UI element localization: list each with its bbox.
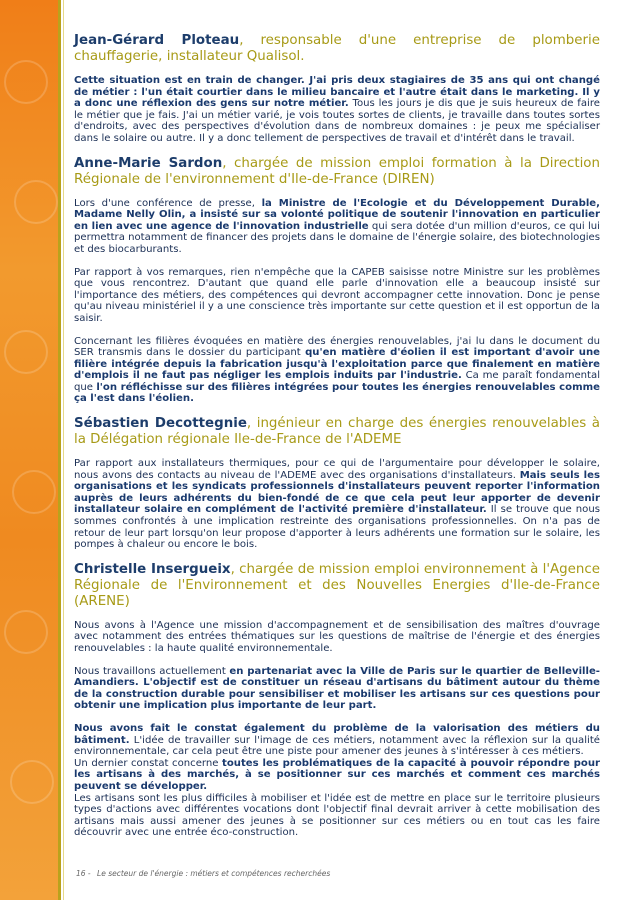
body-paragraph bbox=[74, 758, 600, 793]
page-footer bbox=[76, 869, 330, 878]
body-paragraph bbox=[74, 336, 600, 406]
speaker-entry bbox=[74, 33, 600, 145]
sidebar-motif bbox=[4, 60, 48, 104]
paragraph-text: Par rapport aux installateurs thermiques, pour ce qui de l'argumentaire pour développer le solaire, nous avons des contacts au niveau de l'ADEME avec des organisations d'installateurs. bbox=[74, 458, 600, 481]
paragraph-text: Les artisans sont les plus difficiles à mobiliser et l'idée est de mettre en place sur le territoire plusieurs types d'actions avec différentes vocations dont l'objectif final devrait arriver à cette mobilisation des artisans mais aussi amener des jeunes à se positionner sur ces métiers ou en tout cas les faire découvrir avec une entrée éco-construction. bbox=[74, 792, 600, 839]
speaker-role: , ingénieur en charge des énergies renouvelables à la Délégation régionale Ile-de-France de l'ADEME bbox=[74, 416, 601, 448]
speaker-role: , chargée de mission emploi formation à la Direction Régionale de l'environnement d'Ile-de-France (DIREN) bbox=[74, 155, 600, 187]
emphasis-text: en partenariat avec la Ville de Paris sur le quartier de Belleville-Amandiers. L'objectif est de constituer un réseau d'artisans du bâtiment autour du thème de la construction durable pour sensibiliser et mobiliser les artisans sur ces questions pour obtenir une implication plus importante de leur part. bbox=[74, 665, 600, 712]
paragraph-text: Lors d'une conférence de presse, bbox=[74, 197, 262, 209]
speaker-name: Sébastien Decottegnie bbox=[74, 416, 247, 432]
paragraph-text: Ca me paraît fondamental que bbox=[74, 370, 601, 393]
body-paragraph bbox=[74, 267, 600, 325]
sidebar-rule-thin bbox=[63, 0, 64, 900]
sidebar-motif bbox=[4, 610, 48, 654]
emphasis-text: qu'en matière d'éolien il est important d'avoir une filière intégrée depuis la fabrication jusqu'à l'exploitation parce que finalement en matière d'emplois il ne faut pas négliger les emplois induits par l'industrie. bbox=[74, 347, 600, 382]
emphasis-text: l'on réfléchisse sur des filières intégrées pour toutes les énergies renouvelables comme ça l'est dans l'éolien. bbox=[74, 381, 600, 405]
speaker-name: Jean-Gérard Ploteau bbox=[74, 33, 240, 48]
body-paragraph bbox=[74, 666, 600, 712]
body-paragraph bbox=[74, 458, 600, 551]
paragraph-text: Il se trouve que nous sommes confrontés à une implication restreinte des organisations professionnelles. On n'a pas de retour de leur part lorsqu'on leur propose d'apporter à leurs adhérents une formation sur le solaire, les pompes à chaleur ou encore le bois. bbox=[74, 504, 601, 551]
emphasis-text: la Ministre de l'Ecologie et du Développement Durable, Madame Nelly Olin, a insisté sur sa volonté politique de soutenir l'innovation en particulier en lien avec une agence de l'innovation industrielle bbox=[74, 197, 600, 232]
paragraph-text: Tous les jours je dis que je suis heureux de faire le métier que je fais. J'ai un métier varié, je vois toutes sortes de clients, je travaille dans toutes sortes d'endroits, avec des perspectives d'évolution dans de nombreux domaines : je peux me spécialiser dans le solaire ou autre. Il y a donc tellement de perspectives de travail et d'intérêt dans le travail. bbox=[74, 98, 600, 144]
body-paragraph bbox=[74, 723, 600, 758]
paragraph-text: Un dernier constat concerne bbox=[74, 757, 223, 769]
paragraph-text: Par rapport à vos remarques, rien n'empêche que la CAPEB saisisse notre Ministre sur les problèmes que vous rencontrez. D'autant que quand elle parle d'innovation elle a beaucoup insisté sur l'importance des métiers, des compétences qui devront accompagner cette innovation. Donc je pense qu'au niveau ministériel il y a une conscience très importante sur cette question et il est opportun de la saisir. bbox=[74, 266, 600, 324]
body-paragraph bbox=[74, 620, 600, 655]
body-paragraph bbox=[74, 75, 600, 145]
speaker-role: , responsable d'une entreprise de plomberie chauffagerie, installateur Qualisol. bbox=[74, 33, 600, 64]
body-paragraph bbox=[74, 198, 600, 256]
speaker-entry bbox=[74, 562, 600, 839]
sidebar-motif bbox=[10, 760, 54, 804]
body-paragraph bbox=[74, 793, 600, 839]
speaker-entry bbox=[74, 416, 600, 551]
speaker-entry bbox=[74, 156, 600, 406]
speaker-heading bbox=[74, 562, 600, 610]
sidebar-motif bbox=[4, 330, 48, 374]
paragraph-text: L'idée de travailler sur l'image de ces métiers, notamment avec la réflexion sur la qualité environnementale, car cela peut être une piste pour amener des jeunes à s'intéresser à ces métiers. bbox=[74, 734, 600, 758]
sidebar-motif bbox=[12, 470, 56, 514]
speaker-name: Christelle Insergueix bbox=[74, 561, 231, 577]
decorative-sidebar bbox=[0, 0, 58, 900]
paragraph-text: Concernant les filières évoquées en matière des énergies renouvelables, j'ai lu dans le document du SER transmis dans le dossier du participant bbox=[74, 335, 600, 359]
page-number: 16 - bbox=[76, 869, 91, 878]
paragraph-text: Nous travaillons actuellement bbox=[74, 665, 230, 677]
speaker-heading bbox=[74, 156, 600, 188]
emphasis-text: toutes les problématiques de la capacité à pouvoir répondre pour les artisans à des marchés, à se positionner sur ces marchés et comment ces marchés peuvent se développer. bbox=[74, 757, 600, 792]
speaker-heading bbox=[74, 416, 600, 448]
footer-text: Le secteur de l'énergie : métiers et compétences recherchées bbox=[97, 869, 331, 878]
speaker-role: , chargée de mission emploi environnement à l'Agence Régionale de l'Environnement et des Nouvelles Energies d'Ile-de-France (ARENE) bbox=[74, 561, 600, 609]
speaker-name: Anne-Marie Sardon bbox=[74, 155, 223, 171]
emphasis-text: Mais seuls les organisations et les syndicats professionnels d'installateurs peuvent reporter l'information auprès de leurs adhérents du bien-fondé de ce que cela peut leur apporter de devenir installateur solaire en complément de l'activité première d'installateur. bbox=[74, 469, 600, 516]
emphasis-text: Nous avons fait le constat également du problème de la valorisation des métiers du bâtiment. bbox=[74, 722, 600, 746]
paragraph-text: Nous avons à l'Agence une mission d'accompagnement et de sensibilisation des maîtres d'ouvrage avec notamment des entrées thématiques sur les questions de maîtrise de l'énergie et des énergies renouvelables : la haute qualité environnementale. bbox=[74, 619, 600, 654]
sidebar-rule bbox=[58, 0, 61, 900]
emphasis-text: Cette situation est en train de changer. J'ai pris deux stagiaires de 35 ans qui ont changé de métier : l'un était courtier dans le milieu bancaire et l'autre était dans le marketing. Il y a donc une réflexion des gens sur notre métier. bbox=[74, 75, 600, 110]
speaker-heading bbox=[74, 33, 600, 65]
sidebar-motif bbox=[14, 180, 58, 224]
paragraph-text: qui sera dotée d'un million d'euros, ce qui lui permettra notamment de financer des projets dans le domaine de l'énergie solaire, des biotechnologies et des biocarburants. bbox=[74, 220, 600, 255]
document-body bbox=[74, 33, 600, 850]
